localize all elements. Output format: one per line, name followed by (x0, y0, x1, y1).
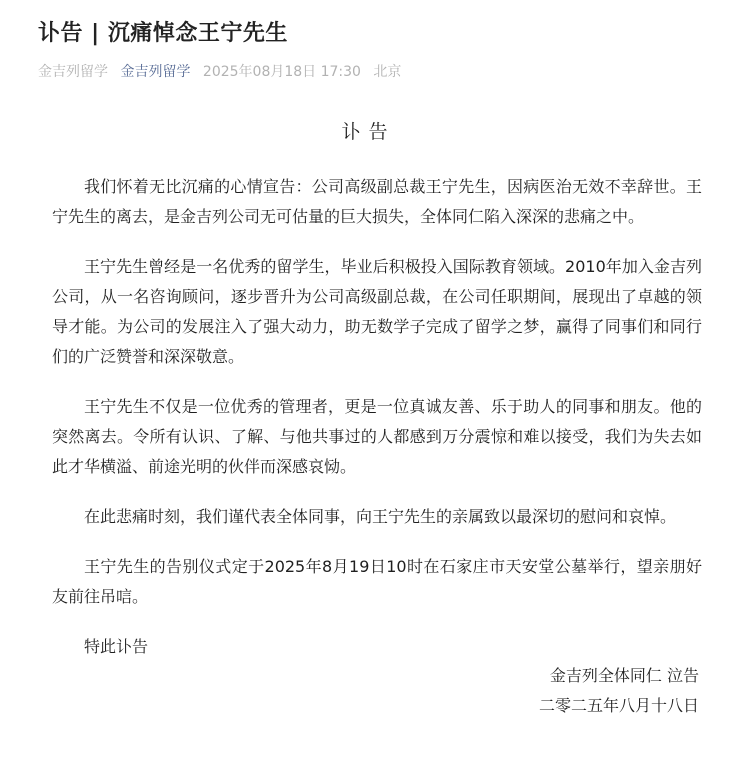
paragraph: 王宁先生的告别仪式定于2025年8月19日10时在石家庄市天安堂公墓举行，望亲朋好友前往吊唁。 (52, 557, 702, 606)
paragraph: 在此悲痛时刻，我们谨代表全体同事，向王宁先生的亲属致以最深切的慰问和哀悼。 (84, 507, 677, 526)
paragraph: 王宁先生曾经是一名优秀的留学生，毕业后积极投入国际教育领域。2010年加入金吉列公司，从一名咨询顾问，逐步晋升为公司高级副总裁，在公司任职期间，展现出了卓越的领导才能。为公司的发展注入了强大动力，助无数学子完成了留学之梦，赢得了同事们和同行们的广泛赞誉和深深敬意。 (52, 257, 702, 366)
publish-datetime: 2025年08月18日 17:30 (202, 64, 361, 80)
signature-block (539, 661, 699, 721)
account-link[interactable]: 金吉列留学 (120, 64, 191, 80)
signature-issuer: 金吉列全体同仁 泣告 (549, 666, 699, 685)
article-title: 讣告 | 沉痛悼念王宁先生 (38, 21, 288, 46)
paragraph: 我们怀着无比沉痛的心情宣告：公司高级副总裁王宁先生，因病医治无效不幸辞世。王宁先生的离去，是金吉列公司无可估量的巨大损失，全体同仁陷入深深的悲痛之中。 (52, 177, 702, 226)
source-label: 金吉列留学 (38, 64, 108, 80)
closing-line: 特此讣告 (84, 637, 149, 656)
signature-date: 二零二五年八月十八日 (538, 696, 699, 715)
article-meta (38, 61, 409, 81)
paragraph: 王宁先生不仅是一位优秀的管理者，更是一位真诚友善、乐于助人的同事和朋友。他的突然离去。令所有认识、了解、与他共事过的人都感到万分震惊和难以接受，我们为失去如此才华横溢、前途光明的伙伴而深感哀恸。 (52, 397, 702, 476)
publish-location: 北京 (373, 64, 402, 80)
article-body (52, 172, 702, 682)
notice-heading: 讣告 (341, 121, 396, 143)
